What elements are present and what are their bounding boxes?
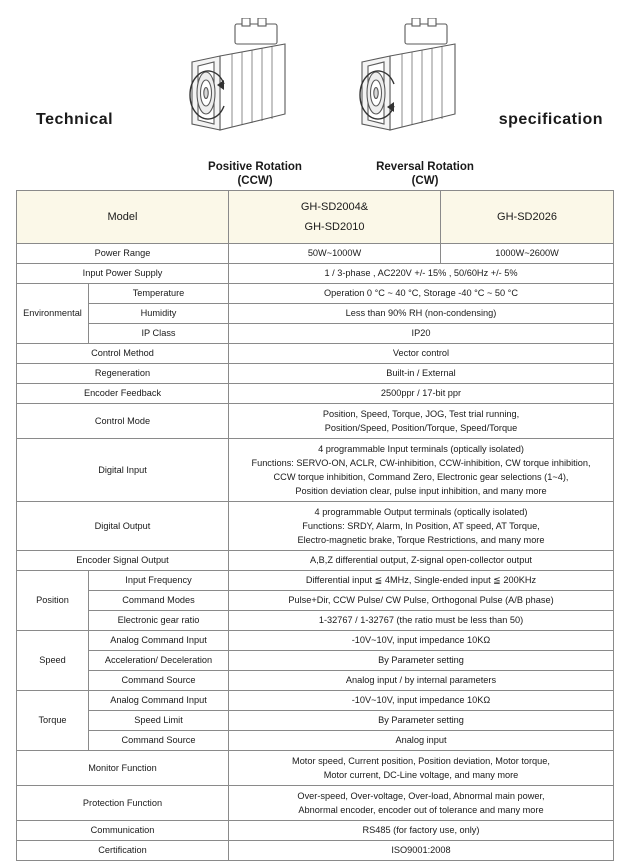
motor-image-positive: [160, 18, 350, 148]
row-label-torque-analog-command-input: Analog Command Input: [89, 691, 229, 711]
group-label-environmental: Environmental: [17, 284, 89, 344]
digital-input-line-1: 4 programmable Input terminals (optically isolated): [318, 444, 524, 454]
table-row: [17, 404, 614, 439]
specification-table: [16, 190, 614, 861]
row-label-monitor-function: Monitor Function: [17, 751, 229, 786]
table-row: [17, 344, 614, 364]
table-row: [17, 284, 614, 304]
protection-function-line-2: Abnormal encoder, encoder out of tolerance and many more: [298, 805, 544, 815]
protection-function-value: [229, 786, 614, 821]
table-row-model: [17, 191, 614, 244]
table-row: [17, 364, 614, 384]
model-label: Model: [17, 191, 229, 244]
row-label-input-power-supply: Input Power Supply: [17, 264, 229, 284]
digital-input-line-2: Functions: SERVO-ON, ACLR, CW-inhibition, CCW-inhibition, CW torque inhibition,: [251, 458, 591, 468]
table-row: [17, 591, 614, 611]
model-value-1-line2: GH-SD2010: [304, 221, 365, 233]
encoder-feedback-value: 2500ppr / 17-bit ppr: [229, 384, 614, 404]
digital-output-line-2: Functions: SRDY, Alarm, In Position, AT speed, AT Torque,: [302, 521, 540, 531]
control-mode-line-2: Position/Speed, Position/Torque, Speed/Torque: [324, 423, 518, 433]
row-label-humidity: Humidity: [89, 304, 229, 324]
row-label-digital-input: Digital Input: [17, 439, 229, 502]
table-row: [17, 551, 614, 571]
table-row: [17, 821, 614, 841]
electronic-gear-ratio-value: 1-32767 / 1-32767 (the ratio must be less than 50): [229, 611, 614, 631]
command-modes-value: Pulse+Dir, CCW Pulse/ CW Pulse, Orthogonal Pulse (A/B phase): [229, 591, 614, 611]
encoder-signal-output-value: A,B,Z differential output, Z-signal open-collector output: [229, 551, 614, 571]
page-title-right: specification: [498, 111, 603, 128]
power-range-value-2: 1000W~2600W: [441, 244, 614, 264]
table-row: [17, 631, 614, 651]
table-row: [17, 264, 614, 284]
digital-output-line-3: Electro-magnetic brake, Torque Restrictions, and many more: [297, 535, 545, 545]
torque-command-source-value: Analog input: [229, 731, 614, 751]
motor-caption-line1: Reversal Rotation: [376, 161, 474, 173]
row-label-temperature: Temperature: [89, 284, 229, 304]
control-mode-line-1: Position, Speed, Torque, JOG, Test trial running,: [322, 409, 520, 419]
row-label-speed-limit: Speed Limit: [89, 711, 229, 731]
table-row: [17, 611, 614, 631]
row-label-control-mode: Control Mode: [17, 404, 229, 439]
model-value-2: GH-SD2026: [441, 191, 614, 244]
power-range-value-1: 50W~1000W: [229, 244, 441, 264]
monitor-function-value: [229, 751, 614, 786]
row-label-control-method: Control Method: [17, 344, 229, 364]
servo-motor-icon: [180, 18, 330, 148]
group-label-speed: Speed: [17, 631, 89, 691]
table-row: [17, 439, 614, 502]
row-label-electronic-gear-ratio: Electronic gear ratio: [89, 611, 229, 631]
digital-input-line-3: CCW torque inhibition, Command Zero, Electronic gear selections (1~4),: [273, 472, 569, 482]
motor-caption-reversal: [330, 160, 520, 188]
table-row: [17, 651, 614, 671]
row-label-power-range: Power Range: [17, 244, 229, 264]
table-row: [17, 304, 614, 324]
row-label-communication: Communication: [17, 821, 229, 841]
motor-caption-line2: (CW): [411, 175, 439, 187]
humidity-value: Less than 90% RH (non-condensing): [229, 304, 614, 324]
row-label-protection-function: Protection Function: [17, 786, 229, 821]
servo-motor-icon: [350, 18, 500, 148]
table-row: [17, 571, 614, 591]
certification-value: ISO9001:2008: [229, 841, 614, 861]
table-row: [17, 502, 614, 551]
input-power-supply-value: 1 / 3-phase , AC220V +/- 15% , 50/60Hz +/- 5%: [229, 264, 614, 284]
row-label-certification: Certification: [17, 841, 229, 861]
digital-input-value: [229, 439, 614, 502]
motor-caption-line2: (CCW): [237, 175, 273, 187]
temperature-value: Operation 0 °C ~ 40 °C, Storage -40 °C ~ 50 °C: [229, 284, 614, 304]
table-row: [17, 711, 614, 731]
speed-analog-command-input-value: -10V~10V, input impedance 10KΩ: [229, 631, 614, 651]
page-header: [0, 0, 629, 190]
speed-limit-value: By Parameter setting: [229, 711, 614, 731]
table-row: [17, 751, 614, 786]
table-row: [17, 384, 614, 404]
torque-analog-command-input-value: -10V~10V, input impedance 10KΩ: [229, 691, 614, 711]
speed-command-source-value: Analog input / by internal parameters: [229, 671, 614, 691]
row-label-input-frequency: Input Frequency: [89, 571, 229, 591]
acceleration-deceleration-value: By Parameter setting: [229, 651, 614, 671]
group-label-torque: Torque: [17, 691, 89, 751]
communication-value: RS485 (for factory use, only): [229, 821, 614, 841]
row-label-speed-analog-command-input: Analog Command Input: [89, 631, 229, 651]
page-title-left: Technical: [36, 111, 114, 128]
row-label-digital-output: Digital Output: [17, 502, 229, 551]
table-row: [17, 786, 614, 821]
ip-class-value: IP20: [229, 324, 614, 344]
group-label-position: Position: [17, 571, 89, 631]
row-label-torque-command-source: Command Source: [89, 731, 229, 751]
row-label-regeneration: Regeneration: [17, 364, 229, 384]
regeneration-value: Built-in / External: [229, 364, 614, 384]
table-row: [17, 731, 614, 751]
digital-output-value: [229, 502, 614, 551]
monitor-function-line-1: Motor speed, Current position, Position deviation, Motor torque,: [292, 756, 550, 766]
row-label-speed-command-source: Command Source: [89, 671, 229, 691]
table-row: [17, 841, 614, 861]
table-row: [17, 671, 614, 691]
row-label-command-modes: Command Modes: [89, 591, 229, 611]
control-mode-value: [229, 404, 614, 439]
row-label-acceleration-deceleration: Acceleration/ Deceleration: [89, 651, 229, 671]
motor-caption-positive: [160, 160, 350, 188]
row-label-encoder-signal-output: Encoder Signal Output: [17, 551, 229, 571]
table-row: [17, 691, 614, 711]
input-frequency-value: Differential input ≦ 4MHz, Single-ended input ≦ 200KHz: [229, 571, 614, 591]
protection-function-line-1: Over-speed, Over-voltage, Over-load, Abnormal main power,: [297, 791, 545, 801]
control-method-value: Vector control: [229, 344, 614, 364]
row-label-encoder-feedback: Encoder Feedback: [17, 384, 229, 404]
table-row: [17, 324, 614, 344]
digital-input-line-4: Position deviation clear, pulse input inhibition, and many more: [295, 486, 547, 496]
model-value-1: [229, 191, 441, 244]
table-row: [17, 244, 614, 264]
monitor-function-line-2: Motor current, DC-Line voltage, and many more: [323, 770, 519, 780]
motor-image-reversal: [330, 18, 520, 148]
digital-output-line-1: 4 programmable Output terminals (optically isolated): [314, 507, 528, 517]
motor-caption-line1: Positive Rotation: [208, 161, 302, 173]
model-value-1-line1: GH-SD2004&: [300, 201, 369, 213]
row-label-ip-class: IP Class: [89, 324, 229, 344]
